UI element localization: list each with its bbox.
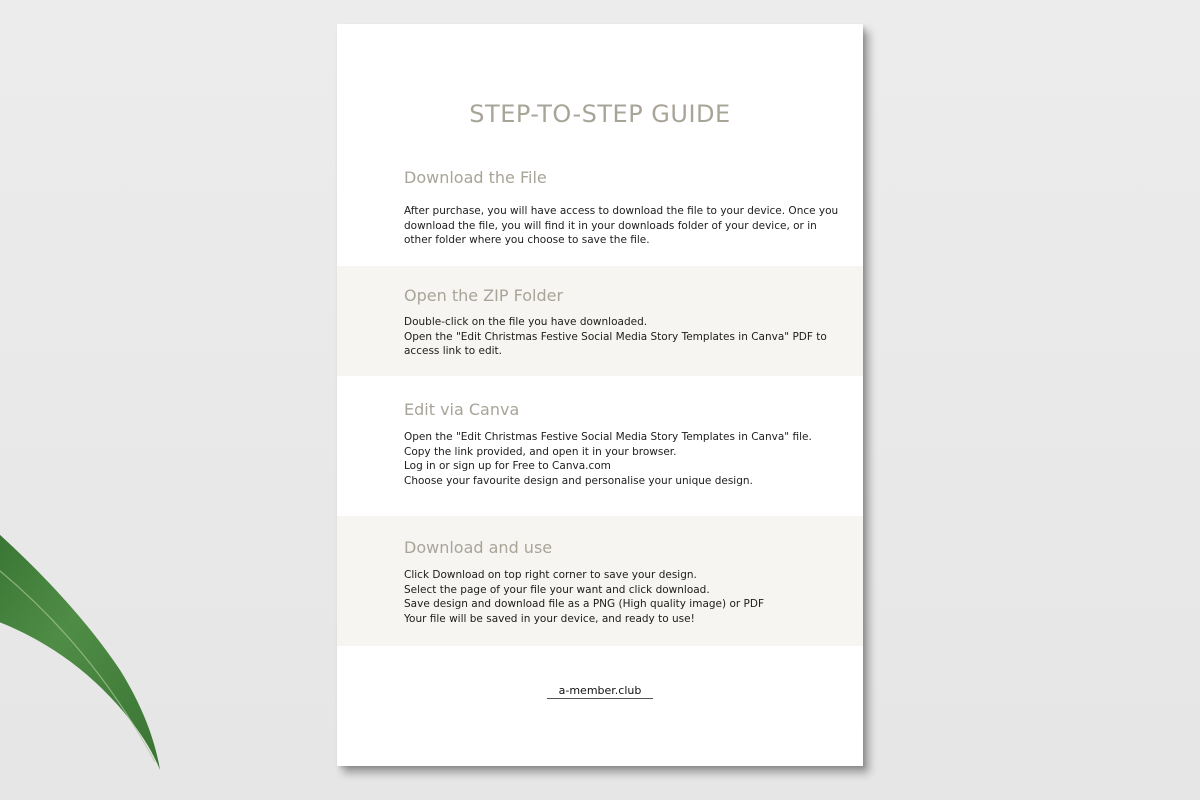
body-line: access link to edit. xyxy=(404,345,503,357)
section-body xyxy=(404,430,824,488)
body-line: Double-click on the file you have downloaded. xyxy=(404,316,648,328)
section-body xyxy=(404,315,827,359)
body-line: other folder where you choose to save the file. xyxy=(404,234,650,246)
footer-link[interactable]: a-member.club xyxy=(547,684,654,699)
section-body xyxy=(404,568,824,626)
body-line: Your file will be saved in your device, and ready to use! xyxy=(404,612,695,625)
body-line: Choose your favourite design and personalise your unique design. xyxy=(404,474,753,487)
body-line: Click Download on top right corner to save your design. xyxy=(404,569,697,581)
body-line: Copy the link provided, and open it in your browser. xyxy=(404,445,677,458)
body-line: download the file, you will find it in your downloads folder of your device, or in xyxy=(404,219,817,232)
section-edit-canva xyxy=(337,376,863,516)
body-line: Log in or sign up for Free to Canva.com xyxy=(404,460,611,472)
section-heading: Download the File xyxy=(404,168,547,187)
section-open-zip xyxy=(337,266,863,376)
guide-page xyxy=(337,24,863,766)
body-line: Select the page of your file your want and click download. xyxy=(404,583,710,596)
footer xyxy=(337,679,863,699)
body-line: After purchase, you will have access to download the file to your device. Once you xyxy=(404,205,839,217)
plant-leaf-icon xyxy=(0,470,190,800)
body-line: Open the "Edit Christmas Festive Social Media Story Templates in Canva" file. xyxy=(404,431,812,443)
section-heading: Edit via Canva xyxy=(404,400,520,419)
body-line: Save design and download file as a PNG (High quality image) or PDF xyxy=(404,598,764,610)
section-download-use xyxy=(337,516,863,646)
section-heading: Download and use xyxy=(404,538,553,557)
section-download-file xyxy=(337,154,863,266)
guide-title: STEP-TO-STEP GUIDE xyxy=(469,100,731,128)
section-body xyxy=(404,204,839,248)
body-line: Open the "Edit Christmas Festive Social Media Story Templates in Canva" PDF to xyxy=(404,330,827,343)
section-heading: Open the ZIP Folder xyxy=(404,286,564,305)
